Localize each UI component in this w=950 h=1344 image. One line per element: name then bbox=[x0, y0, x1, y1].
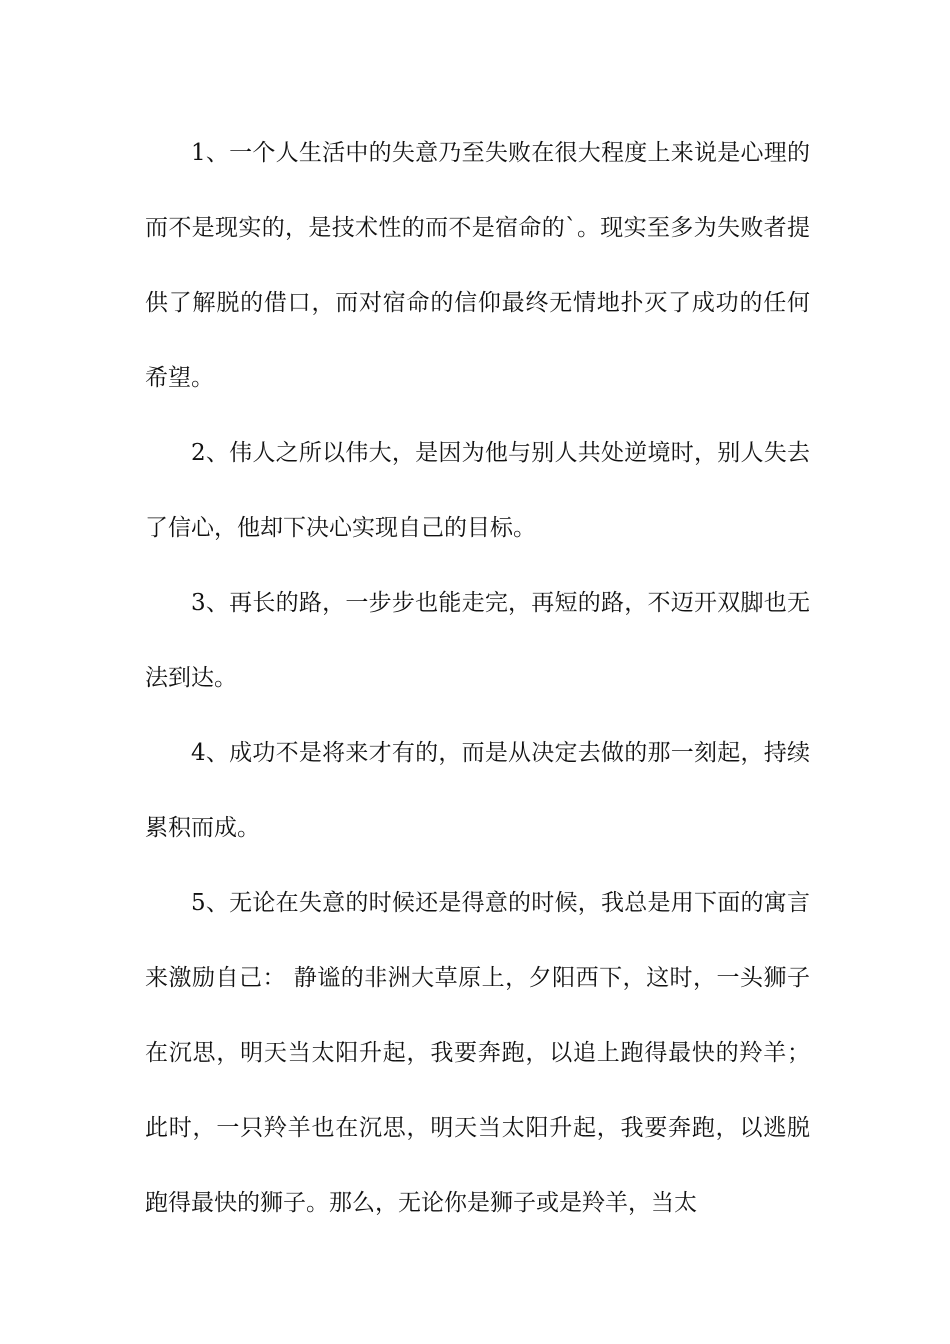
paragraph-4: 4、成功不是将来才有的，而是从决定去做的那一刻起，持续累积而成。 bbox=[145, 740, 810, 841]
document-body bbox=[145, 116, 810, 1241]
paragraph-5: 5、无论在失意的时候还是得意的时候，我总是用下面的寓言来激励自己： 静谧的非洲大草原上，夕阳西下，这时，一头狮子在沉思，明天当太阳升起，我要奔跑，以追上跑得最快的羚羊；此时，一只羚羊也在沉思，明天当太阳升起，我要奔跑，以逃脱跑得最快的狮子。那么，无论你是狮子或是羚羊，当太 bbox=[145, 890, 810, 1216]
paragraph-3: 3、再长的路，一步步也能走完，再短的路，不迈开双脚也无法到达。 bbox=[145, 590, 810, 691]
paragraph-1: 1、一个人生活中的失意乃至失败在很大程度上来说是心理的而不是现实的，是技术性的而不是宿命的`。现实至多为失败者提供了解脱的借口，而对宿命的信仰最终无情地扑灭了成功的任何希望。 bbox=[145, 140, 810, 391]
paragraph-2: 2、伟人之所以伟大，是因为他与别人共处逆境时，别人失去了信心，他却下决心实现自己的目标。 bbox=[145, 440, 810, 541]
